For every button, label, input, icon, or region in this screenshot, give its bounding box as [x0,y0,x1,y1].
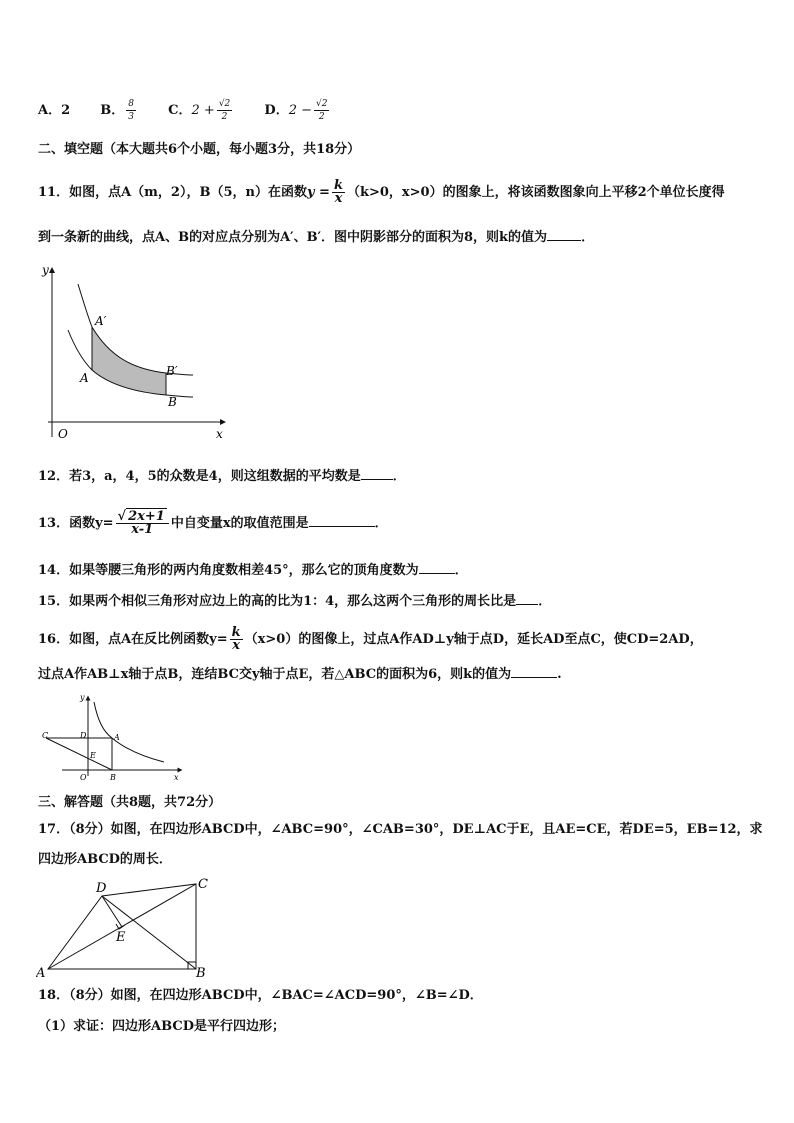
q17-line1: 17．（8分）如图，在四边形ABCD中，∠ABC=90°，∠CAB=30°，DE⊥AC于E，且AE=CE，若DE=5，EB=12，求 [38,822,763,837]
section2-title: 二、填空题（本大题共6个小题，每小题3分，共18分） [38,142,361,157]
q15-answer-blank[interactable] [516,592,538,605]
q16-curve [94,702,164,762]
q17-label-d: D [96,881,107,896]
q16-line2: 过点A作AB⊥x轴于点B，连结BC交y轴于点E，若△ABC的面积为6，则k的值为 . [38,667,562,682]
q11-answer-blank[interactable] [547,228,581,241]
q17-figure [36,876,216,978]
option-a[interactable]: A．2 [38,103,71,118]
q11-line1: 11．如图，点A（m，2），B（5，n）在函数y = $\frac{k}{x}$ （k>0，x>0）的图象上，将该函数图象向上平移2个单位长度得 [38,178,725,206]
q11-label-b: B [168,395,177,409]
q17-label-e: E [116,930,126,945]
q18-line1: 18．（8分）如图，在四边形ABCD中，∠BAC=∠ACD=90°，∠B=∠D． [38,988,483,1003]
q12: 12．若3，a，4，5的众数是4，则这组数据的平均数是 ． [38,469,406,484]
q10-options [38,98,764,123]
q17-label-c: C [198,877,208,892]
q13-answer-blank[interactable] [309,514,375,527]
q12-answer-blank[interactable] [361,467,393,480]
q14-answer-blank[interactable] [419,561,455,574]
q16-label-o: O [80,773,87,782]
option-c-fraction: $\frac{√2}{2}$ [218,99,231,122]
q11-figure [38,262,228,447]
q11-label-a-prime: A′ [95,314,107,328]
q18-line2: （1）求证：四边形ABCD是平行四边形； [38,1019,285,1034]
q13-fraction: $\frac{√ 2x+1}{x-1}$ [116,511,169,536]
q16-segment-cb [46,738,112,770]
option-b-fraction: $\frac{8}{3}$ [128,99,135,122]
q13: 13．函数y= $\frac{√ 2x+1}{x-1}$ 中自变量x的取值范围是 ． [38,509,388,537]
q11-label-b-prime: B′ [166,364,178,378]
q17-line2: 四边形ABCD的周长． [38,852,172,867]
option-b[interactable]: B． $\frac{8}{3}$ [100,99,135,122]
option-d-fraction: $\frac{√2}{2}$ [316,99,328,122]
option-d[interactable]: D．2 − $\frac{√2}{2}$ [264,99,328,122]
option-c[interactable]: C．2 + $\frac{√2}{2}$ [168,99,231,122]
q16-label-e: E [90,751,96,760]
q11-line2: 到一条新的曲线，点A、B的对应点分别为A′、B′．图中阴影部分的面积为8，则k的值为 ． [38,230,595,245]
q16-label-d: D [80,731,87,740]
q11-label-y: y [42,263,49,277]
q11-label-x: x [216,427,223,441]
q16-answer-blank[interactable] [511,665,557,678]
q17-label-a: A [36,966,46,978]
q16-label-y: y [80,694,85,702]
q16-label-c: C [42,731,49,740]
q15: 15．如果两个相似三角形对应边上的高的比为1：4，那么这两个三角形的周长比是 ． [38,594,552,609]
q16-label-a: A [114,733,120,742]
q11-fraction: $\frac{k}{x}$ [333,178,343,206]
q14: 14．如果等腰三角形的两内角度数相差45°，那么它的顶角度数为 ． [38,563,468,578]
q16-fraction: $\frac{k}{x}$ [231,625,241,653]
q17-label-b: B [196,966,206,978]
q11-shaded-region [92,327,166,395]
section3-title: 三、解答题（共8题，共72分） [38,795,222,810]
q17-segment-de [102,896,122,927]
q16-figure [40,694,190,784]
q11-label-a: A [80,371,89,385]
q16-label-b: B [110,773,116,782]
q11-label-o: O [58,427,68,441]
q16-label-x: x [174,773,179,782]
q16-line1: 16．如图，点A在反比例函数y= $\frac{k}{x}$ （x>0）的图像上，过点A作AD⊥y轴于点D，延长AD至点C，使CD=2AD， [38,625,703,653]
